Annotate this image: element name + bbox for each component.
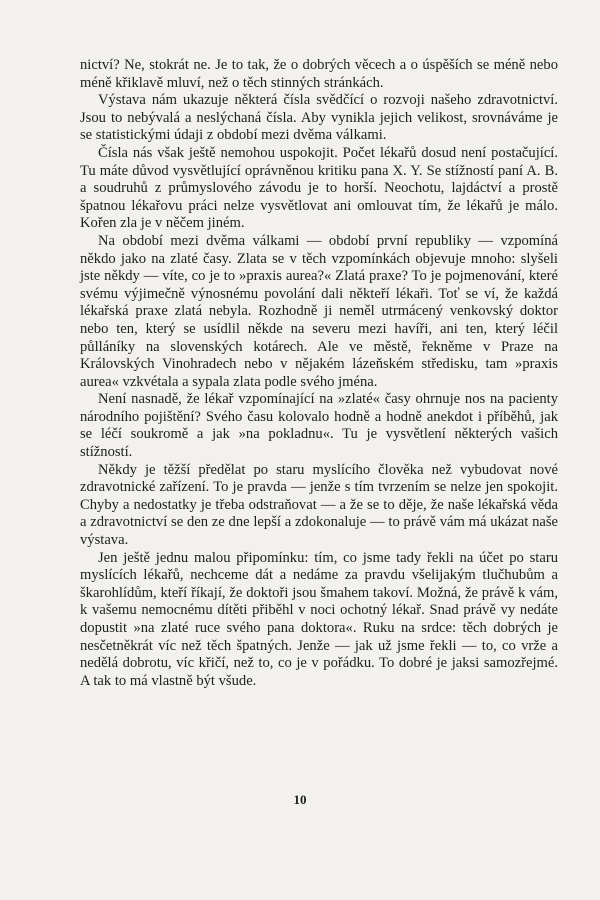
paragraph-1: nictví? Ne, stokrát ne. Je to tak, že o dobrých věcech a o úspěších se méně nebo méně křiklavě mluví, než o těch stinných stránkách. — [80, 57, 558, 91]
paragraph-7: Jen ještě jednu malou připomínku: tím, co jsme tady řekli na účet po staru myslících lékařů, nechceme dát a nedáme za pravdu všelijakým tlučhubům a škarohlídům, kteří říkají, že doktoři jsou šmahem takoví. Možná, že právě k vám, k vašemu nemocnému dítěti přiběhl v noci ochotný lékař. Snad právě vy nedáte dopustit »na zlaté ruce svého pana doktora«. Ruku na srdce: těch dobrých je nesčetněkrát víc než těch špatných. Jenže — jak už jsme řekli — to, co vrže a nedělá dobrotu, víc křičí, než to, co je v pořádku. To dobré je jaksi samozřejmé. A tak to má vlastně být všude. — [80, 549, 558, 689]
paragraph-2: Výstava nám ukazuje některá čísla svědčící o rozvoji našeho zdravotnictví. Jsou to nebývalá a neslýchaná čísla. Aby vynikla jejich velikost, srovnáváme je se statistickými údaji z období mezi dvěma válkami. — [80, 92, 558, 144]
paragraph-6: Někdy je těžší předělat po staru myslícího člověka než vybudovat nové zdravotnické zařízení. To je pravda — jenže s tím tvrzením se nelze jen spokojit. Chyby a nedostatky je třeba odstraňovat — a že se to děje, že naše lékařská věda a zdravotnictví se den ze dne lepší a zdokonaluje — to právě vám má ukázat naše výstava. — [80, 461, 558, 549]
document-page — [80, 57, 558, 690]
paragraph-3: Čísla nás však ještě nemohou uspokojit. Počet lékařů dosud není postačující. Tu máte důvod vysvětlující oprávněnou kritiku pana X. Y. Se stížností paní A. B. a soudruhů z průmyslového závodu je to horší. Neochotu, lajdáctví a prostě špatnou lékařovu práci nelze vysvětlovat ani omlouvat tím, že lékařů je málo. Kořen zla je v něčem jiném. — [80, 144, 558, 232]
paragraph-5: Není nasnadě, že lékař vzpomínající na »zlaté« časy ohrnuje nos na pacienty národního pojištění? Svého času kolovalo hodně a hodně anekdot i příběhů, jak se léčí soukromě a jak »na pokladnu«. Tu je vysvětlení některých vašich stížností. — [80, 391, 558, 461]
page-number: 10 — [293, 792, 307, 807]
paragraph-4: Na období mezi dvěma válkami — období první republiky — vzpomíná někdo jako na zlaté časy. Zlata se v těch vzpomínkách objevuje mnoho: slyšeli jste někdy — víte, co je to »praxis aurea?« Zlatá praxe? To je pojmenování, které svému výjimečně výnosnému povolání dali někteří lékaři. Toť se ví, že každá lékařská praxe zlatá nebyla. Rozhodně ji neměl utrmácený venkovský doktor nebo ten, který se usídlil někde na severu mezi havíři, ani ten, který léčil půlláníky na slovenských kotárech. Ale ve městě, řekněme v Praze na Královských Vinohradech nebo v nějakém lázeňském středisku, tam »praxis aurea« vzkvétala a sypala zlata podle svého jména. — [80, 232, 558, 390]
